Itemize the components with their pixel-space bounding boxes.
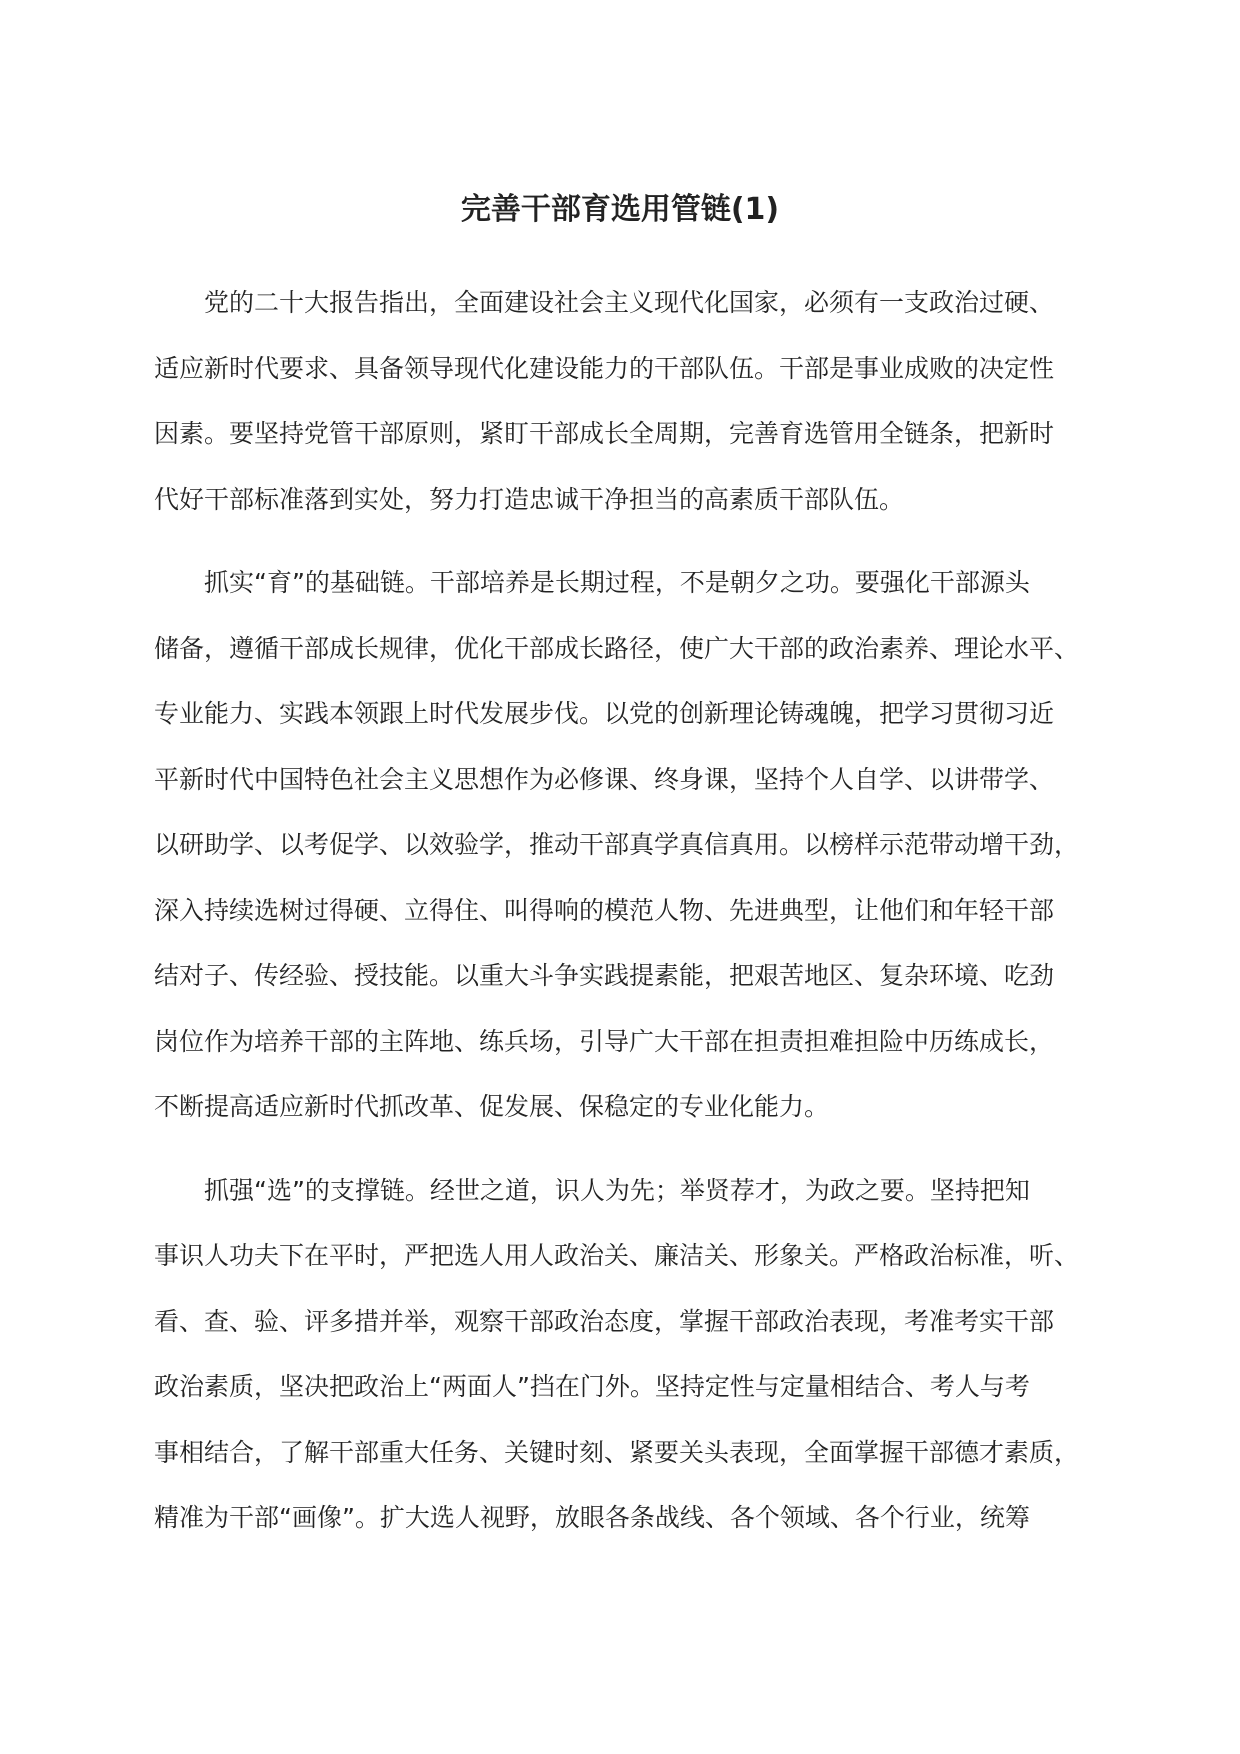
paragraph-line: 平新时代中国特色社会主义思想作为必修课、终身课，坚持个人自学、以讲带学、	[154, 764, 1055, 794]
paragraph-line: 深入持续选树过得硬、立得住、叫得响的模范人物、先进典型，让他们和年轻干部	[154, 895, 1055, 925]
paragraph-line: 政治素质，坚决把政治上“两面人”挡在门外。坚持定性与定量相结合、考人与考	[154, 1372, 1030, 1401]
paragraph-line: 抓强“选”的支撑链。经世之道，识人为先；举贤荐才，为政之要。坚持把知	[204, 1175, 1030, 1205]
paragraph-cultivate	[154, 550, 1086, 1140]
paragraph-line: 以研助学、以考促学、以效验学，推动干部真学真信真用。以榜样示范带动增干劲，	[154, 830, 1080, 859]
paragraph-line: 适应新时代要求、具备领导现代化建设能力的干部队伍。干部是事业成败的决定性	[154, 353, 1055, 383]
paragraph-line: 党的二十大报告指出，全面建设社会主义现代化国家，必须有一支政治过硬、	[204, 288, 1055, 317]
paragraph-line: 储备，遵循干部成长规律，优化干部成长路径，使广大干部的政治素养、理论水平、	[154, 633, 1080, 663]
paragraph-line: 专业能力、实践本领跟上时代发展步伐。以党的创新理论铸魂魄，把学习贯彻习近	[154, 699, 1055, 728]
document-title: 完善干部育选用管链(1)	[460, 192, 780, 227]
paragraph-line: 抓实“育”的基础链。干部培养是长期过程，不是朝夕之功。要强化干部源头	[204, 568, 1030, 597]
document-body	[154, 270, 1086, 1569]
paragraph-line: 因素。要坚持党管干部原则，紧盯干部成长全周期，完善育选管用全链条，把新时	[154, 419, 1055, 448]
paragraph-select	[154, 1158, 1086, 1551]
paragraph-line: 事相结合，了解干部重大任务、关键时刻、紧要关头表现，全面掌握干部德才素质，	[154, 1437, 1080, 1467]
paragraph-line: 事识人功夫下在平时，严把选人用人政治关、廉洁关、形象关。严格政治标准，听、	[154, 1241, 1080, 1270]
paragraph-line: 代好干部标准落到实处，努力打造忠诚干净担当的高素质干部队伍。	[154, 484, 905, 514]
paragraph-line: 结对子、传经验、授技能。以重大斗争实践提素能，把艰苦地区、复杂环境、吃劲	[154, 961, 1055, 990]
paragraph-line: 不断提高适应新时代抓改革、促发展、保稳定的专业化能力。	[154, 1092, 830, 1121]
paragraph-intro	[154, 270, 1086, 532]
paragraph-line: 看、查、验、评多措并举，观察干部政治态度，掌握干部政治表现，考准考实干部	[154, 1306, 1055, 1336]
paragraph-line: 岗位作为培养干部的主阵地、练兵场，引导广大干部在担责担难担险中历练成长，	[154, 1026, 1055, 1056]
paragraph-line: 精准为干部“画像”。扩大选人视野，放眼各条战线、各个领域、各个行业，统筹	[154, 1503, 1030, 1532]
